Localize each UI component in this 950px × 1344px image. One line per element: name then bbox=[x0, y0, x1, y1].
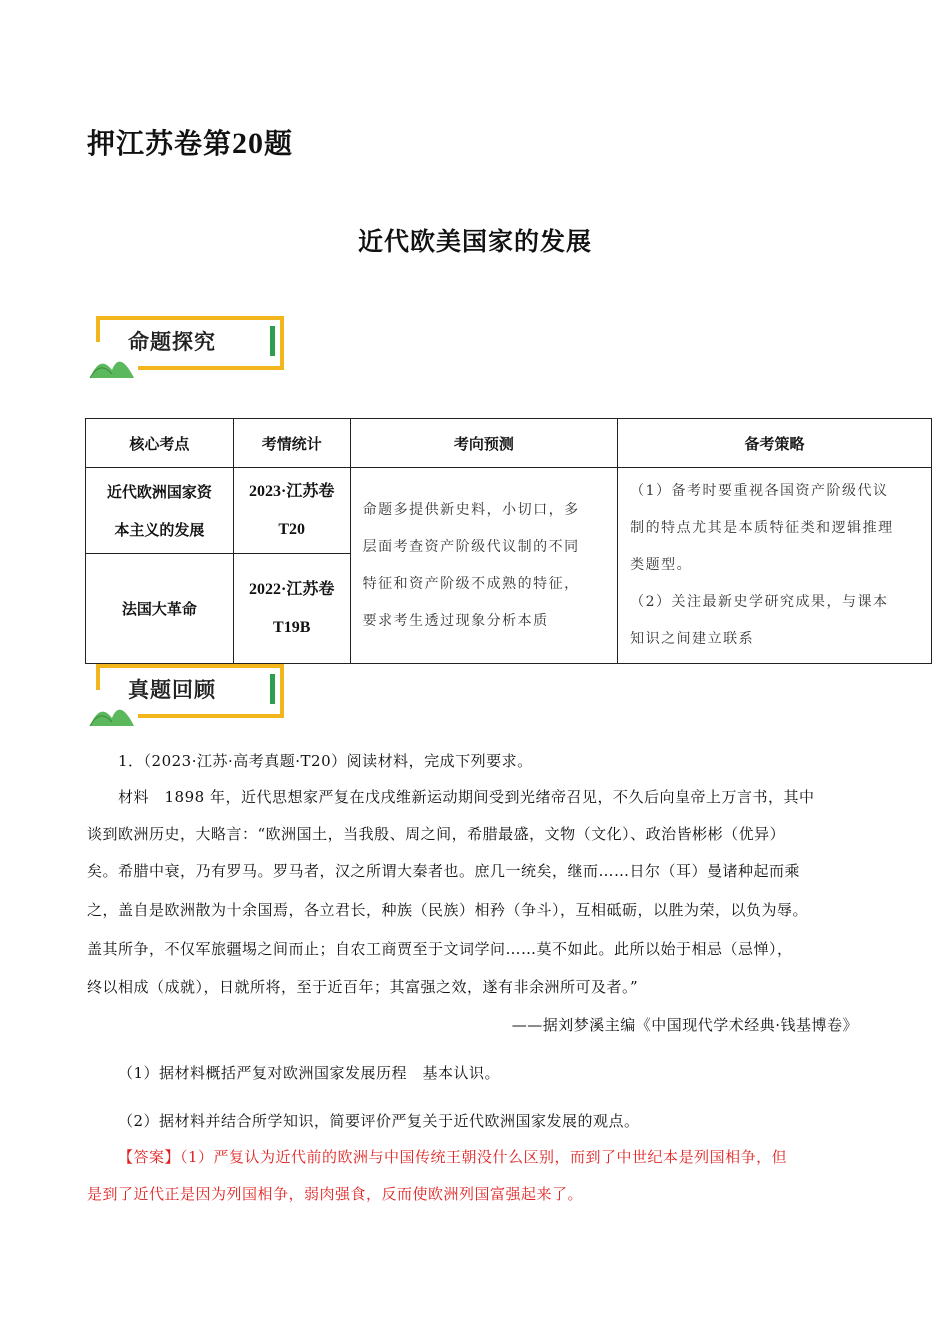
section-banner-review bbox=[88, 664, 298, 734]
material-source: ——据刘梦溪主编《中国现代学术经典·钱基博卷》 bbox=[511, 1016, 858, 1034]
answer-tag: 【答案】 bbox=[118, 1148, 181, 1166]
title-number: 20 bbox=[232, 127, 265, 160]
core-point-cell: 法国大革命 bbox=[86, 554, 234, 664]
header-statistics: 考情统计 bbox=[233, 419, 350, 468]
core-point-cell: 近代欧洲国家资 本主义的发展 bbox=[86, 468, 234, 554]
statistics-cell: 2023·江苏卷 T20 bbox=[233, 468, 350, 554]
sub-question-2: （2）据材料并结合所学知识，简要评价严复关于近代欧洲国家发展的观点。 bbox=[118, 1112, 640, 1130]
banner-accent-bar bbox=[270, 326, 275, 356]
header-strategy: 备考策略 bbox=[618, 419, 932, 468]
document-title bbox=[87, 122, 293, 162]
section-banner-exploration bbox=[88, 316, 298, 386]
strategy-cell: （1）备考时要重视各国资产阶级代议 制的特点尤其是本质特征类和逻辑推理 类题型。 （2）关注最新史学研究成果，与课本 知识之间建立联系 bbox=[618, 468, 932, 664]
material-line: 矣。希腊中衰，乃有罗马。罗马者，汉之所谓大秦者也。庶几一统矣，继而……日尔（耳）曼诸种起而乘 bbox=[87, 862, 801, 880]
exam-analysis-table bbox=[85, 418, 932, 664]
header-core-point: 核心考点 bbox=[86, 419, 234, 468]
material-line: 盖其所争，不仅军旅疆埸之间而止；自农工商贾至于文词学问……莫不如此。此所以始于相忌（忌惮）， bbox=[87, 940, 793, 958]
material-line: 谈到欧洲历史，大略言：“欧洲国土，当我殷、周之间，希腊最盛，文物（文化）、政治皆彬彬（优异） bbox=[87, 825, 786, 843]
title-prefix: 押江苏卷第 bbox=[87, 127, 233, 160]
table-row bbox=[86, 468, 932, 554]
document-subtitle: 近代欧美国家的发展 bbox=[357, 227, 592, 256]
banner-label: 命题探究 bbox=[128, 330, 216, 354]
material-line: 材料 1898 年，近代思想家严复在戊戌维新运动期间受到光绪帝召见，不久后向皇帝上万言书，其中 bbox=[118, 788, 815, 806]
answer-line-2: 是到了近代正是因为列国相争，弱肉强食，反而使欧洲列国富强起来了。 bbox=[87, 1185, 584, 1203]
answer-line-1: 【答案】（1）严复认为近代前的欧洲与中国传统王朝没什么区别，而到了中世纪本是列国相争，但 bbox=[118, 1148, 788, 1166]
statistics-cell: 2022·江苏卷 T19B bbox=[233, 554, 350, 664]
banner-accent-bar bbox=[270, 674, 275, 704]
question-intro: 1．（2023·江苏·高考真题·T20）阅读材料，完成下列要求。 bbox=[118, 752, 533, 770]
prediction-cell: 命题多提供新史料，小切口，多 层面考查资产阶级代议制的不同 特征和资产阶级不成熟的特征， 要求考生透过现象分析本质 bbox=[350, 468, 618, 664]
material-line: 之，盖自是欧洲散为十余国焉，各立君长，种族（民族）相矜（争斗），互相砥砺，以胜为荣，以负为辱。 bbox=[87, 901, 809, 919]
table-header-row bbox=[86, 419, 932, 468]
header-prediction: 考向预测 bbox=[350, 419, 618, 468]
title-suffix: 题 bbox=[264, 127, 294, 160]
material-line: 终以相成（成就），日就所将，至于近百年；其富强之效，遂有非余洲所可及者。” bbox=[87, 978, 639, 996]
sub-question-1: （1）据材料概括严复对欧洲国家发展历程 基本认识。 bbox=[118, 1064, 501, 1082]
banner-label: 真题回顾 bbox=[128, 678, 216, 702]
